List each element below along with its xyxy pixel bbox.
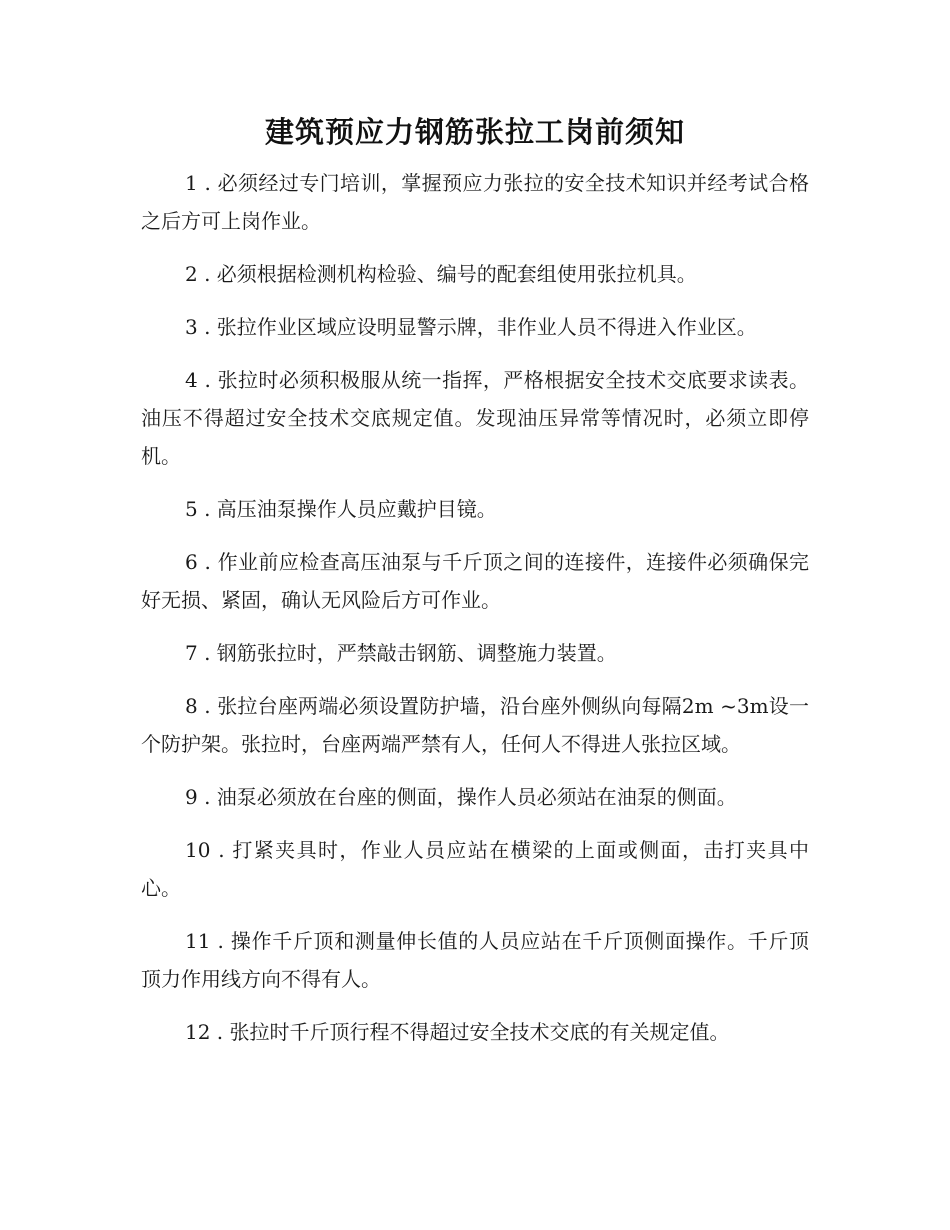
rule-item-9: 9 . 油泵必须放在台座的侧面，操作人员必须站在油泵的侧面。 bbox=[185, 785, 737, 809]
rule-item-6: 6 . 作业前应检查高压油泵与千斤顶之间的连接件，连接件必须确保完好无损、紧固，确认无风险后方可作业。 bbox=[141, 550, 809, 612]
rule-item-12: 12 . 张拉时千斤顶行程不得超过安全技术交底的有关规定值。 bbox=[185, 1020, 730, 1044]
rule-item-10: 10 . 打紧夹具时，作业人员应站在横梁的上面或侧面，击打夹具中心。 bbox=[141, 838, 809, 900]
document-title: 建筑预应力钢筋张拉工岗前须知 bbox=[264, 115, 685, 149]
rule-item-7: 7 . 钢筋张拉时，严禁敲击钢筋、调整施力装置。 bbox=[185, 641, 617, 665]
rule-item-8: 8 . 张拉台座两端必须设置防护墙，沿台座外侧纵向每隔2m ~3m设一个防护架。张拉时，台座两端严禁有人，任何人不得进人张拉区域。 bbox=[141, 694, 809, 756]
rule-item-4: 4 . 张拉时必须积极服从统一指挥，严格根据安全技术交底要求读表。油压不得超过安全技术交底规定值。发现油压异常等情况时，必须立即停机。 bbox=[141, 368, 809, 468]
rule-item-2: 2 . 必须根据检测机构检验、编号的配套组使用张拉机具。 bbox=[185, 262, 697, 286]
rules-list bbox=[141, 164, 809, 1066]
rule-item-11: 11 . 操作千斤顶和测量伸长值的人员应站在千斤顶侧面操作。千斤顶顶力作用线方向不得有人。 bbox=[141, 929, 809, 991]
rule-item-5: 5 . 高压油泵操作人员应戴护目镜。 bbox=[185, 497, 497, 521]
rule-item-1: 1 . 必须经过专门培训，掌握预应力张拉的安全技术知识并经考试合格之后方可上岗作业。 bbox=[141, 171, 809, 233]
rule-item-3: 3 . 张拉作业区域应设明显警示牌，非作业人员不得进入作业区。 bbox=[185, 315, 757, 339]
